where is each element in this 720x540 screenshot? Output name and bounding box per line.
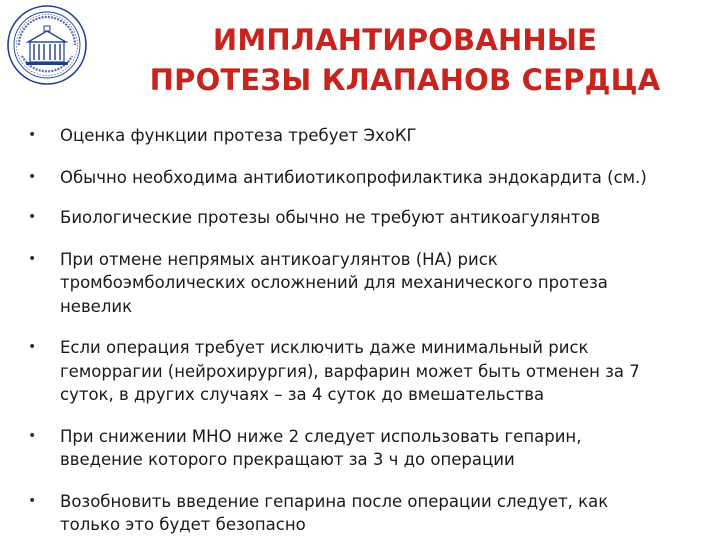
bullet-text: Возобновить введение гепарина после операции следует, как [60, 491, 609, 511]
bullet-item [28, 206, 704, 230]
bullet-dot: • [28, 492, 37, 509]
slide-title-line-1: ИМПЛАНТИРОВАННЫЕ [212, 23, 598, 57]
bullet-text: геморрагии (нейрохирургия), варфарин может быть отменен за 7 [60, 361, 640, 381]
university-seal-icon [6, 4, 88, 86]
bullet-item [28, 248, 704, 319]
bullet-text: Биологические протезы обычно не требуют антикоагулянтов [60, 208, 601, 227]
bullet-text: Если операция требует исключить даже минимальный риск [60, 338, 589, 357]
bullet-dot: • [28, 250, 37, 267]
bullet-dot: • [28, 209, 37, 225]
bullet-text: При снижении МНО ниже 2 следует использовать гепарин, [60, 426, 582, 446]
bullet-text: введение которого прекращают за 3 ч до операции [60, 450, 515, 469]
bullet-dot: • [28, 339, 37, 355]
bullet-text: Оценка функции протеза требует ЭхоКГ [60, 126, 417, 145]
bullet-item [28, 124, 704, 148]
bullet-item [28, 336, 704, 407]
bullet-text: суток, в других случаях – за 4 суток до вмешательства [60, 385, 545, 404]
bullet-text: Обычно необходима антибиотикопрофилактика эндокардита (см.) [60, 167, 647, 187]
bullet-dot: • [28, 168, 37, 185]
slide-title [100, 20, 710, 100]
bullet-item [28, 490, 704, 537]
bullet-text: только это будет безопасно [60, 515, 306, 534]
slide-title-line-2: ПРОТЕЗЫ КЛАПАНОВ СЕРДЦА [149, 63, 661, 97]
bullet-dot: • [28, 127, 37, 143]
bullet-list [28, 124, 704, 537]
bullet-item [28, 425, 704, 472]
bullet-text: тромбоэмболических осложнений для механического протеза [60, 273, 608, 292]
bullet-text: При отмене непрямых антикоагулянтов (НА) риск [60, 249, 498, 269]
bullet-text: невелик [60, 296, 133, 316]
bullet-dot: • [28, 427, 37, 444]
bullet-item [28, 166, 704, 190]
